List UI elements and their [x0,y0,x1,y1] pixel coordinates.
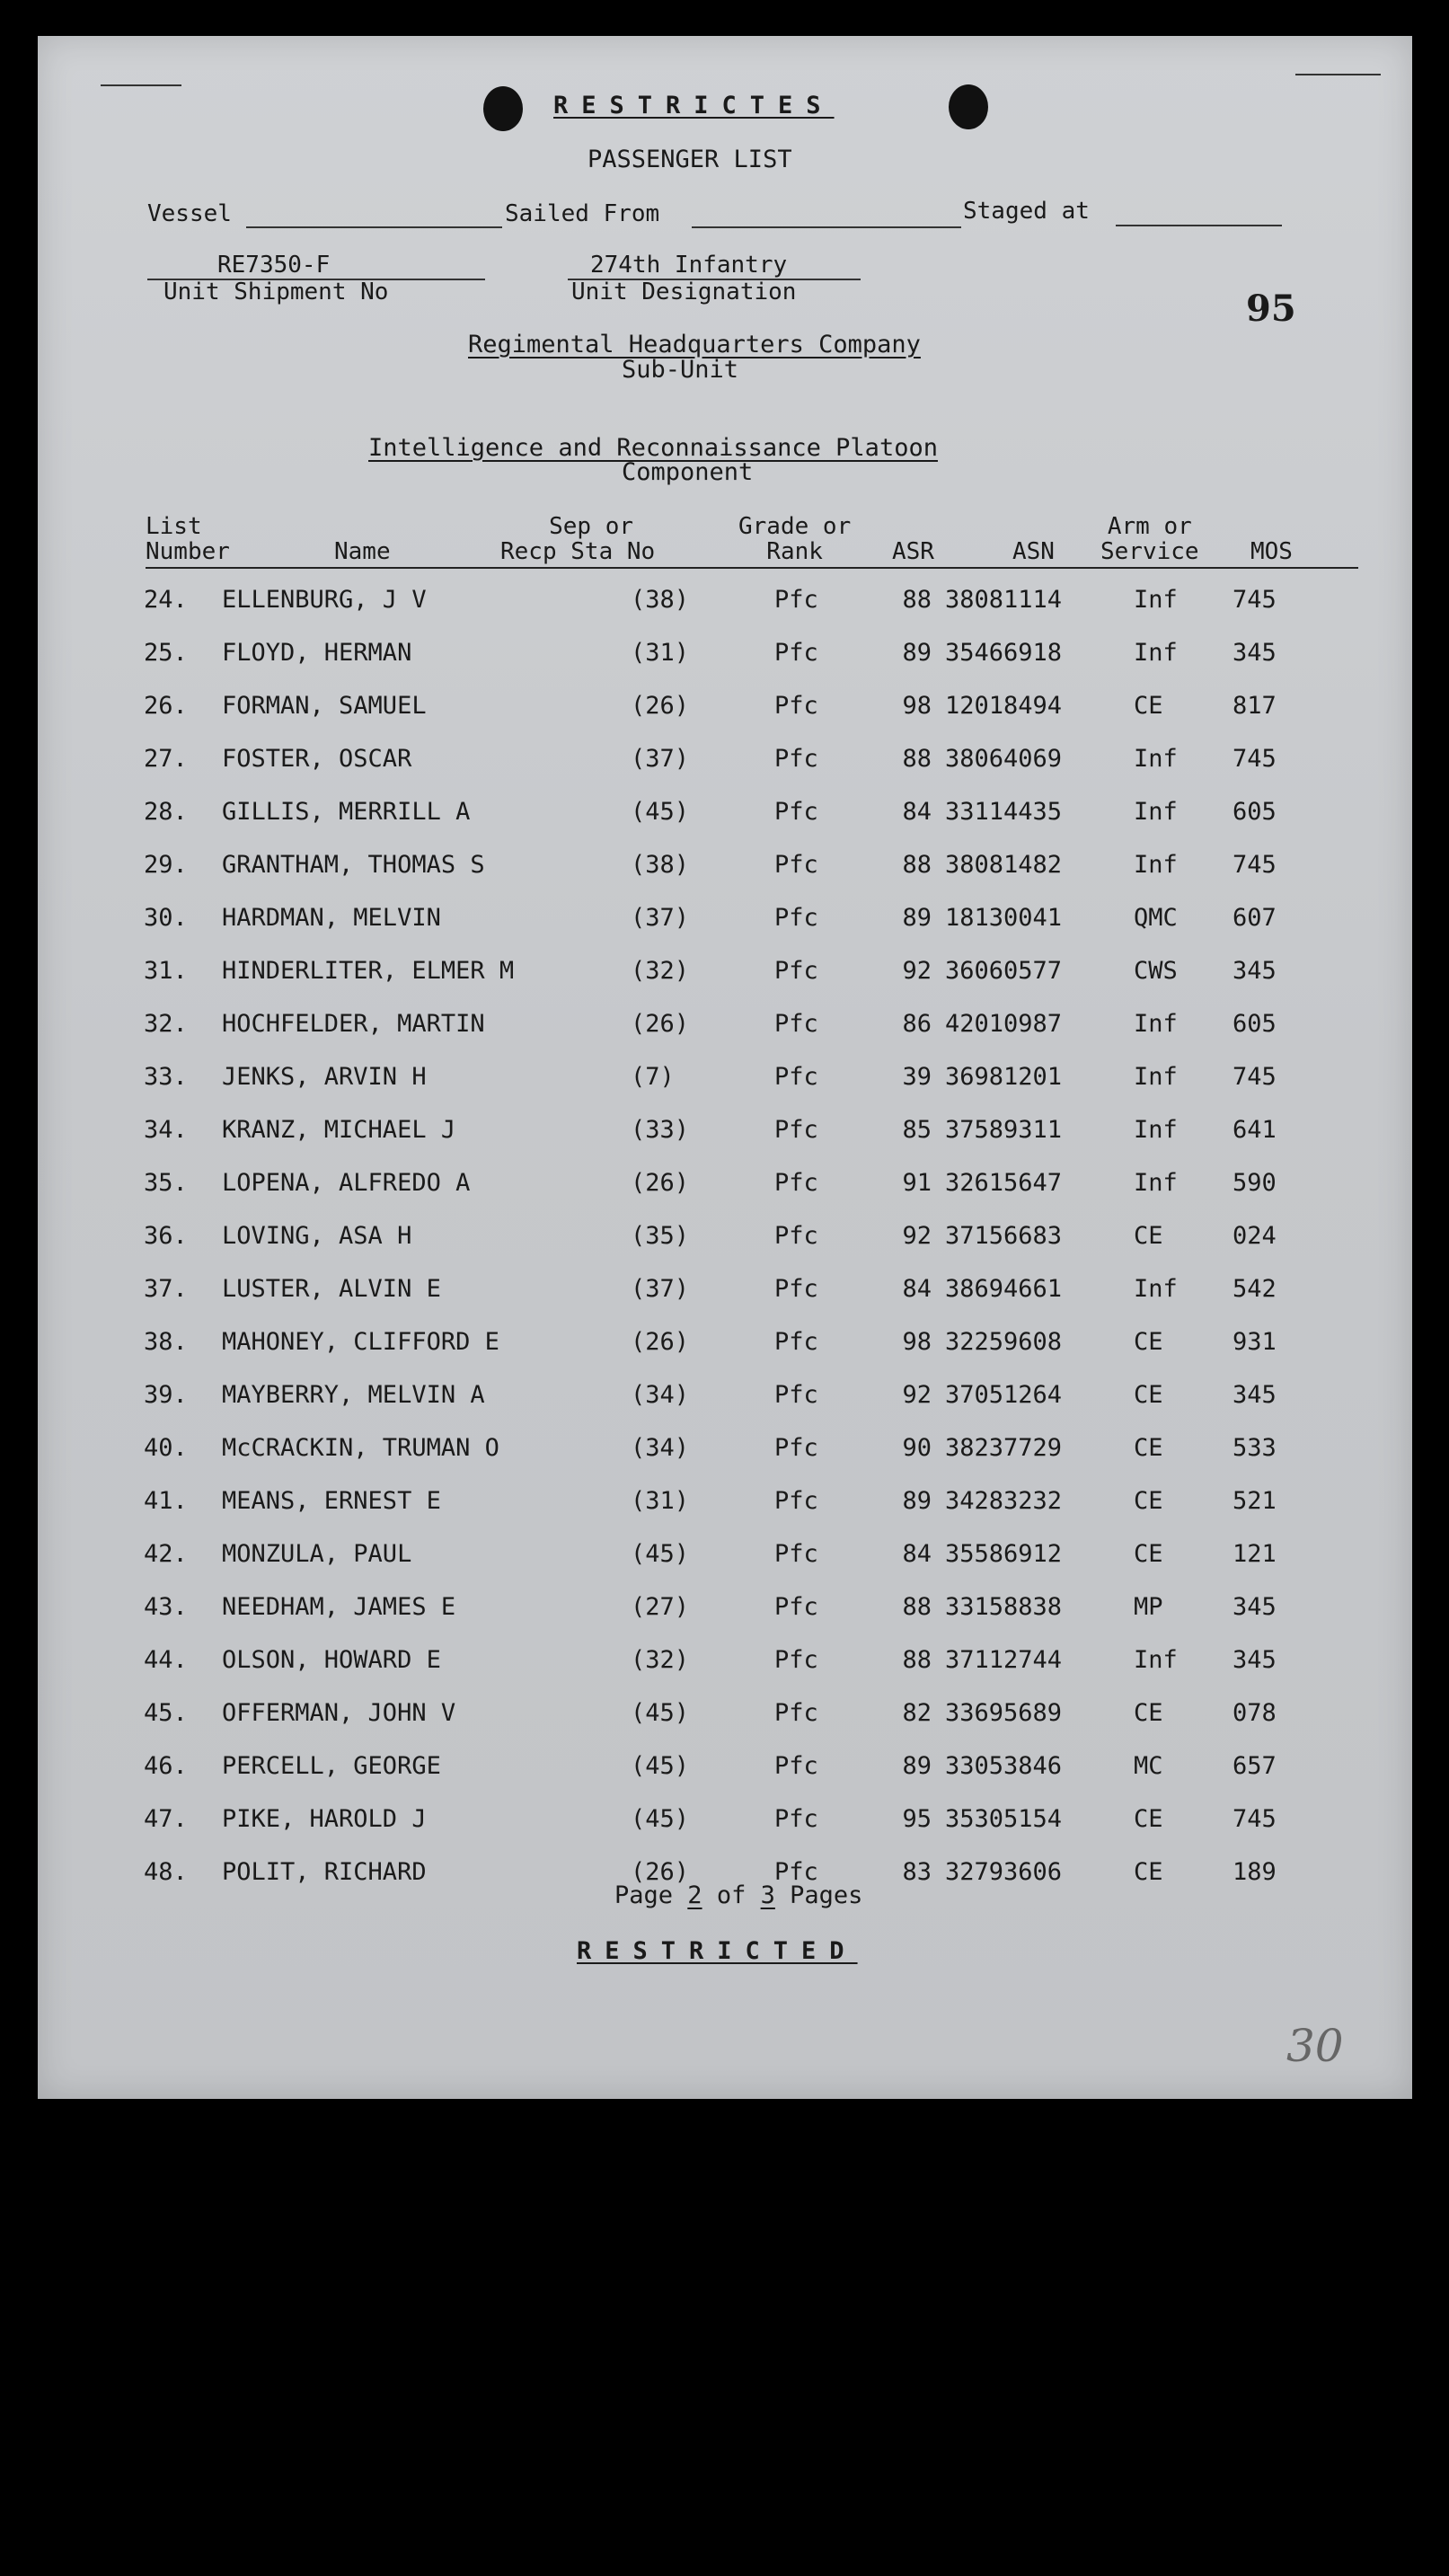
cell-arm: Inf [1134,1063,1178,1091]
cell-num: 24. [144,586,188,614]
of-word: of [716,1881,747,1909]
cell-arm: Inf [1134,745,1178,773]
cell-num: 46. [144,1752,188,1780]
table-row [38,1169,1412,1222]
cell-name: FORMAN, SAMUEL [222,692,427,720]
table-row [38,1381,1412,1434]
cell-grade: Pfc [774,1222,818,1250]
col-sep-recp [500,514,655,564]
cell-name: MEANS, ERNEST E [222,1487,441,1515]
staged-at-blank [1116,225,1282,226]
col-asn: ASN [1012,538,1055,565]
cell-asn: 37112744 [945,1646,1063,1674]
cell-arm: CE [1134,1699,1163,1727]
cell-mos: 641 [1233,1116,1277,1144]
cell-grade: Pfc [774,1169,818,1197]
cell-asr: 89 [902,1752,932,1780]
cell-name: LUSTER, ALVIN E [222,1275,441,1303]
table-row [38,1222,1412,1275]
table-row [38,904,1412,957]
col-name: Name [334,538,391,565]
cell-asn: 38064069 [945,745,1063,773]
cell-sep: (26) [631,1858,690,1886]
cell-sep: (34) [631,1434,690,1462]
cell-asn: 36981201 [945,1063,1063,1091]
restricted-header: RESTRICTES [553,92,835,120]
cell-name: HOCHFELDER, MARTIN [222,1010,485,1038]
cell-grade: Pfc [774,957,818,985]
col-list-top: List [146,513,202,540]
table-row [38,1434,1412,1487]
cell-name: PERCELL, GEORGE [222,1752,441,1780]
header-rule [146,567,1358,569]
cell-sep: (31) [631,1487,690,1515]
cell-num: 29. [144,851,188,879]
cell-asr: 88 [902,851,932,879]
cell-asr: 98 [902,1328,932,1356]
cell-mos: 605 [1233,1010,1277,1038]
edge-mark-left [101,84,181,86]
cell-sep: (26) [631,1328,690,1356]
component-label: Component [622,458,754,486]
cell-arm: QMC [1134,904,1178,932]
punch-hole-left [483,86,523,131]
cell-mos: 024 [1233,1222,1277,1250]
table-row [38,798,1412,851]
cell-arm: CE [1134,1222,1163,1250]
cell-num: 39. [144,1381,188,1409]
cell-arm: Inf [1134,1169,1178,1197]
cell-grade: Pfc [774,904,818,932]
cell-mos: 533 [1233,1434,1277,1462]
cell-sep: (37) [631,904,690,932]
cell-sep: (31) [631,639,690,667]
cell-mos: 605 [1233,798,1277,826]
cell-asr: 98 [902,692,932,720]
cell-num: 44. [144,1646,188,1674]
passenger-table [38,586,1412,1911]
cell-num: 25. [144,639,188,667]
cell-num: 33. [144,1063,188,1091]
cell-mos: 745 [1233,1063,1277,1091]
page-indicator [614,1881,862,1909]
cell-asr: 90 [902,1434,932,1462]
cell-name: POLIT, RICHARD [222,1858,427,1886]
cell-grade: Pfc [774,1328,818,1356]
cell-asn: 42010987 [945,1010,1063,1038]
table-row [38,586,1412,639]
cell-name: FLOYD, HERMAN [222,639,412,667]
cell-asr: 95 [902,1805,932,1833]
cell-arm: Inf [1134,586,1178,614]
cell-grade: Pfc [774,1752,818,1780]
cell-asn: 37589311 [945,1116,1063,1144]
cell-arm: CWS [1134,957,1178,985]
cell-num: 42. [144,1540,188,1568]
cell-name: LOVING, ASA H [222,1222,412,1250]
table-row [38,1328,1412,1381]
cell-name: McCRACKIN, TRUMAN O [222,1434,499,1462]
cell-name: MONZULA, PAUL [222,1540,412,1568]
cell-name: NEEDHAM, JAMES E [222,1593,456,1621]
table-row [38,1540,1412,1593]
table-row [38,692,1412,745]
page-total: 3 [760,1881,775,1909]
cell-name: MAHONEY, CLIFFORD E [222,1328,499,1356]
cell-asn: 33053846 [945,1752,1063,1780]
vessel-label: Vessel [147,200,232,227]
table-row [38,1752,1412,1805]
cell-grade: Pfc [774,692,818,720]
cell-sep: (45) [631,1752,690,1780]
document-page [38,36,1412,2099]
table-row [38,1805,1412,1858]
cell-grade: Pfc [774,1699,818,1727]
cell-sep: (33) [631,1116,690,1144]
cell-num: 36. [144,1222,188,1250]
cell-asr: 84 [902,1540,932,1568]
cell-asr: 89 [902,1487,932,1515]
cell-grade: Pfc [774,798,818,826]
cell-mos: 345 [1233,639,1277,667]
page-stamp: 95 [1246,288,1296,330]
cell-arm: CE [1134,1381,1163,1409]
col-asr: ASR [892,538,934,565]
cell-grade: Pfc [774,1858,818,1886]
cell-sep: (37) [631,1275,690,1303]
cell-mos: 345 [1233,957,1277,985]
cell-mos: 345 [1233,1646,1277,1674]
sub-unit-value: Regimental Headquarters Company [468,331,921,359]
cell-name: HARDMAN, MELVIN [222,904,441,932]
cell-sep: (45) [631,1540,690,1568]
cell-grade: Pfc [774,639,818,667]
cell-arm: Inf [1134,798,1178,826]
cell-grade: Pfc [774,851,818,879]
cell-sep: (37) [631,745,690,773]
table-row [38,1487,1412,1540]
cell-asr: 92 [902,1222,932,1250]
cell-name: OFFERMAN, JOHN V [222,1699,456,1727]
cell-asr: 86 [902,1010,932,1038]
cell-asn: 18130041 [945,904,1063,932]
cell-num: 30. [144,904,188,932]
cell-name: LOPENA, ALFREDO A [222,1169,471,1197]
cell-sep: (45) [631,798,690,826]
cell-mos: 189 [1233,1858,1277,1886]
cell-grade: Pfc [774,1116,818,1144]
cell-grade: Pfc [774,1805,818,1833]
cell-num: 47. [144,1805,188,1833]
cell-mos: 607 [1233,904,1277,932]
cell-asr: 88 [902,745,932,773]
vessel-blank [246,226,502,228]
cell-asn: 33114435 [945,798,1063,826]
cell-sep: (32) [631,1646,690,1674]
cell-name: PIKE, HAROLD J [222,1805,427,1833]
cell-grade: Pfc [774,1487,818,1515]
col-arm-service [1100,514,1199,564]
table-row [38,1116,1412,1169]
cell-mos: 745 [1233,586,1277,614]
cell-num: 45. [144,1699,188,1727]
cell-sep: (45) [631,1805,690,1833]
cell-arm: CE [1134,1328,1163,1356]
cell-sep: (32) [631,957,690,985]
cell-grade: Pfc [774,1646,818,1674]
cell-num: 35. [144,1169,188,1197]
cell-num: 34. [144,1116,188,1144]
cell-num: 26. [144,692,188,720]
cell-name: OLSON, HOWARD E [222,1646,441,1674]
unit-designation-label: Unit Designation [571,279,797,305]
cell-num: 43. [144,1593,188,1621]
cell-asn: 32793606 [945,1858,1063,1886]
cell-name: JENKS, ARVIN H [222,1063,427,1091]
cell-arm: Inf [1134,1646,1178,1674]
cell-arm: Inf [1134,639,1178,667]
table-row [38,1063,1412,1116]
cell-mos: 345 [1233,1593,1277,1621]
cell-mos: 121 [1233,1540,1277,1568]
cell-arm: CE [1134,1540,1163,1568]
cell-mos: 542 [1233,1275,1277,1303]
cell-sep: (38) [631,851,690,879]
cell-asn: 34283232 [945,1487,1063,1515]
cell-mos: 745 [1233,745,1277,773]
cell-sep: (35) [631,1222,690,1250]
cell-asr: 85 [902,1116,932,1144]
cell-sep: (27) [631,1593,690,1621]
edge-mark-right [1295,74,1381,75]
unit-shipment-value: RE7350-F [217,252,331,279]
punch-hole-right [949,84,988,129]
cell-asr: 39 [902,1063,932,1091]
cell-arm: CE [1134,692,1163,720]
col-sep-bottom: Recp Sta No [500,538,656,565]
cell-grade: Pfc [774,1063,818,1091]
cell-grade: Pfc [774,1593,818,1621]
cell-asn: 12018494 [945,692,1063,720]
table-row [38,1646,1412,1699]
col-arm-top: Arm or [1107,513,1192,540]
cell-asr: 84 [902,1275,932,1303]
cell-mos: 931 [1233,1328,1277,1356]
cell-asn: 37051264 [945,1381,1063,1409]
cell-mos: 745 [1233,851,1277,879]
cell-sep: (38) [631,586,690,614]
cell-num: 41. [144,1487,188,1515]
col-grade-top: Grade or [738,513,852,540]
cell-grade: Pfc [774,1275,818,1303]
handwritten-number: 30 [1286,2020,1344,2072]
cell-mos: 521 [1233,1487,1277,1515]
cell-arm: Inf [1134,1116,1178,1144]
cell-sep: (26) [631,692,690,720]
cell-sep: (26) [631,1010,690,1038]
col-mos: MOS [1250,538,1293,565]
cell-arm: Inf [1134,1010,1178,1038]
cell-mos: 817 [1233,692,1277,720]
cell-name: KRANZ, MICHAEL J [222,1116,456,1144]
cell-grade: Pfc [774,1434,818,1462]
cell-num: 31. [144,957,188,985]
cell-mos: 078 [1233,1699,1277,1727]
col-sep-top: Sep or [549,513,634,540]
cell-asr: 91 [902,1169,932,1197]
cell-asr: 88 [902,1646,932,1674]
cell-arm: CE [1134,1487,1163,1515]
page-word: Page [614,1881,674,1909]
cell-num: 32. [144,1010,188,1038]
cell-arm: MC [1134,1752,1163,1780]
restricted-footer: RESTRICTED [577,1937,858,1965]
staged-at-label: Staged at [963,198,1090,225]
sailed-from-label: Sailed From [505,200,660,227]
cell-asn: 38694661 [945,1275,1063,1303]
table-row [38,1275,1412,1328]
component-value: Intelligence and Reconnaissance Platoon [368,434,938,462]
cell-asr: 88 [902,1593,932,1621]
cell-asr: 92 [902,957,932,985]
table-row [38,639,1412,692]
cell-asr: 83 [902,1858,932,1886]
cell-num: 48. [144,1858,188,1886]
cell-asn: 35466918 [945,639,1063,667]
cell-sep: (7) [631,1063,675,1091]
table-row [38,745,1412,798]
cell-num: 40. [144,1434,188,1462]
cell-num: 38. [144,1328,188,1356]
cell-name: ELLENBURG, J V [222,586,427,614]
table-row [38,1010,1412,1063]
cell-asn: 35586912 [945,1540,1063,1568]
cell-arm: CE [1134,1805,1163,1833]
cell-asn: 33158838 [945,1593,1063,1621]
cell-asn: 36060577 [945,957,1063,985]
cell-sep: (34) [631,1381,690,1409]
cell-mos: 590 [1233,1169,1277,1197]
sub-unit-label: Sub-Unit [622,356,739,384]
cell-asn: 32615647 [945,1169,1063,1197]
cell-mos: 745 [1233,1805,1277,1833]
cell-num: 28. [144,798,188,826]
table-row [38,1593,1412,1646]
cell-grade: Pfc [774,586,818,614]
col-list-number [146,514,230,564]
cell-num: 37. [144,1275,188,1303]
table-row [38,851,1412,904]
cell-grade: Pfc [774,1540,818,1568]
cell-grade: Pfc [774,1381,818,1409]
cell-arm: Inf [1134,1275,1178,1303]
table-row [38,957,1412,1010]
cell-asr: 89 [902,904,932,932]
cell-sep: (26) [631,1169,690,1197]
sailed-from-blank [692,226,961,228]
cell-asn: 38237729 [945,1434,1063,1462]
cell-arm: MP [1134,1593,1163,1621]
cell-asr: 92 [902,1381,932,1409]
col-grade-rank [738,514,851,564]
unit-shipment-label: Unit Shipment No [163,279,389,305]
pages-word: Pages [790,1881,863,1909]
cell-grade: Pfc [774,1010,818,1038]
document-title: PASSENGER LIST [588,146,792,173]
col-list-bottom: Number [146,538,230,565]
cell-grade: Pfc [774,745,818,773]
table-row [38,1699,1412,1752]
cell-asn: 33695689 [945,1699,1063,1727]
cell-asr: 88 [902,586,932,614]
cell-arm: CE [1134,1434,1163,1462]
cell-num: 27. [144,745,188,773]
cell-asn: 32259608 [945,1328,1063,1356]
cell-mos: 345 [1233,1381,1277,1409]
cell-mos: 657 [1233,1752,1277,1780]
cell-asr: 82 [902,1699,932,1727]
cell-name: MAYBERRY, MELVIN A [222,1381,485,1409]
cell-asn: 38081482 [945,851,1063,879]
cell-name: FOSTER, OSCAR [222,745,412,773]
cell-asn: 38081114 [945,586,1063,614]
cell-arm: CE [1134,1858,1163,1886]
col-arm-bottom: Service [1100,538,1199,565]
cell-asn: 37156683 [945,1222,1063,1250]
cell-asr: 89 [902,639,932,667]
page-current: 2 [687,1881,702,1909]
cell-name: GILLIS, MERRILL A [222,798,471,826]
cell-arm: Inf [1134,851,1178,879]
cell-name: GRANTHAM, THOMAS S [222,851,485,879]
cell-asn: 35305154 [945,1805,1063,1833]
cell-name: HINDERLITER, ELMER M [222,957,515,985]
unit-designation-value: 274th Infantry [590,252,788,279]
col-grade-bottom: Rank [766,538,823,565]
cell-sep: (45) [631,1699,690,1727]
cell-asr: 84 [902,798,932,826]
